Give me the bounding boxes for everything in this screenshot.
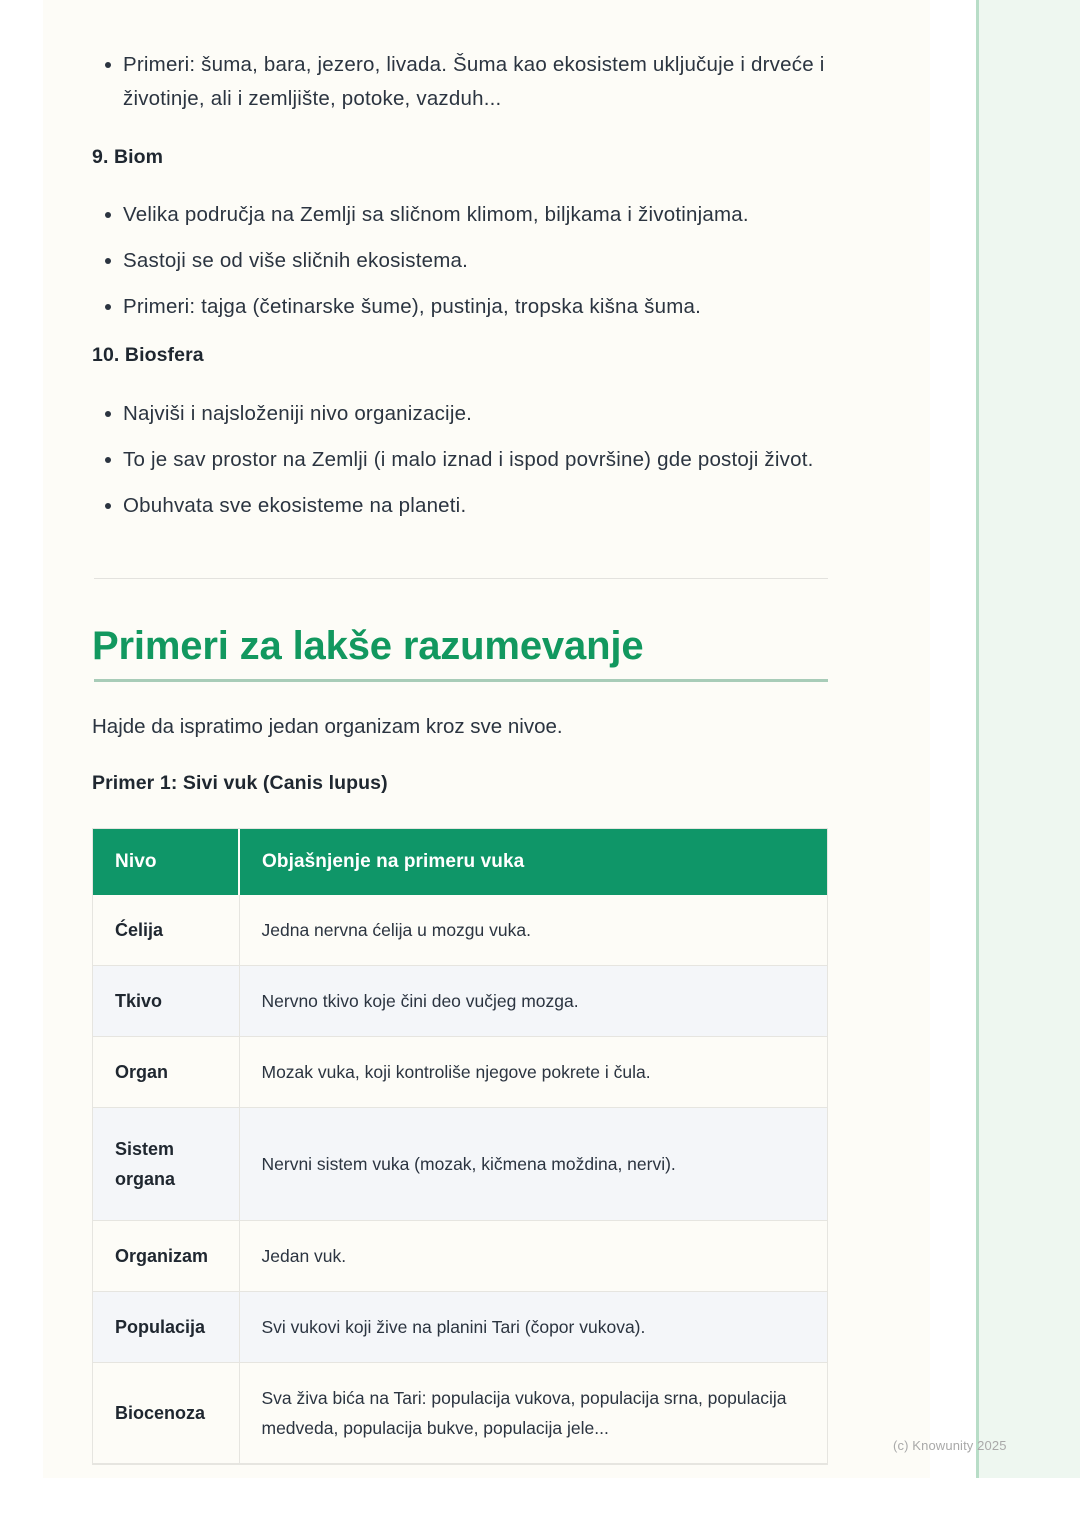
cell-level: Ćelija [93,895,239,966]
list-item: Primeri: šuma, bara, jezero, livada. Šuma kao ekosistem uključuje i drveće i životinje, ali i zemljište, potoke, vazduh... [92,48,859,116]
heading-biom: 9. Biom [92,146,164,168]
cell-level: Biocenoza [93,1363,239,1464]
biosfera-bullet-list [92,397,828,523]
list-item: To je sav prostor na Zemlji (i malo iznad i ispod površine) gde postoji život. [92,443,823,477]
column-header-nivo: Nivo [93,829,239,895]
table-row [93,1108,827,1221]
cell-description: Nervno tkivo koje čini deo vučjeg mozga. [239,966,827,1037]
table-header [93,829,827,895]
cell-level: Organizam [93,1221,239,1292]
section-divider [94,578,828,579]
title-underline [94,679,828,682]
cell-level: Populacija [93,1292,239,1363]
cell-description: Jedna nervna ćelija u mozgu vuka. [239,895,827,966]
cell-level: Tkivo [93,966,239,1037]
table-header-row [93,829,827,895]
biom-bullet-list [92,198,828,324]
document-content [92,0,828,1478]
list-item: Sastoji se od više sličnih ekosistema. [92,244,828,278]
cell-description: Svi vukovi koji žive na planini Tari (čopor vukova). [239,1292,827,1363]
copyright-watermark: (c) Knowunity 2025 [893,1438,1007,1453]
page-left-margin [0,0,43,1478]
cell-level: Sistem organa [93,1108,239,1221]
page-right-gap [930,0,976,1478]
cell-description: Nervni sistem vuka (mozak, kičmena moždina, nervi). [239,1108,827,1221]
list-item: Primeri: tajga (četinarske šume), pustinja, tropska kišna šuma. [92,290,828,324]
table-row [93,1363,827,1464]
table-row [93,895,827,966]
table-row [93,1037,827,1108]
heading-biosfera: 10. Biosfera [92,344,204,366]
cell-description: Sva živa bića na Tari: populacija vukova, populacija srna, populacija medveda, populacija bukve, populacija jele... [239,1363,827,1464]
example-label: Primer 1: Sivi vuk (Canis lupus) [92,772,388,794]
levels-table-wrapper [93,829,827,1464]
table-body [93,895,827,1464]
table-row [93,966,827,1037]
top-bullet-list [92,48,828,116]
cell-description: Jedan vuk. [239,1221,827,1292]
levels-table [93,829,827,1464]
table-row [93,1221,827,1292]
list-item: Obuhvata sve ekosisteme na planeti. [92,489,828,523]
column-header-objasnjenje: Objašnjenje na primeru vuka [239,829,827,895]
list-item: Velika područja na Zemlji sa sličnom klimom, biljkama i životinjama. [92,198,828,232]
page-side-panel [976,0,1080,1478]
list-item: Najviši i najsloženiji nivo organizacije. [92,397,828,431]
table-row [93,1292,827,1363]
cell-level: Organ [93,1037,239,1108]
page-title: Primeri za lakše razumevanje [92,624,644,668]
lead-paragraph: Hajde da ispratimo jedan organizam kroz sve nivoe. [92,715,563,738]
cell-description: Mozak vuka, koji kontroliše njegove pokrete i čula. [239,1037,827,1108]
